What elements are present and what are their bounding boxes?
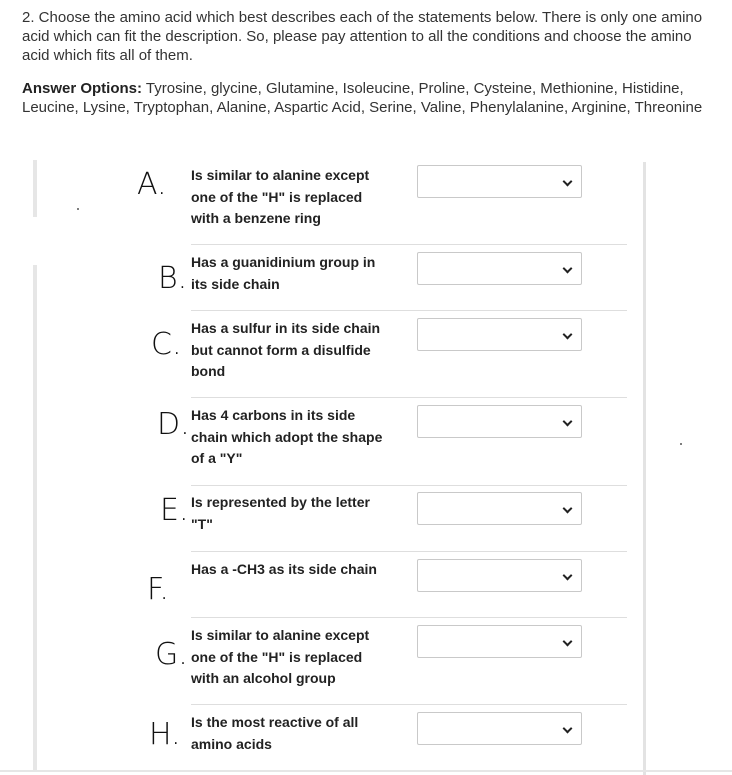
chevron-down-icon [563,637,573,647]
statement-text: Is similar to alanine except one of the "H" is replaced with a benzene ring [191,167,370,226]
statement-text: Is similar to alanine except one of the "H" is replaced with an alcohol group [191,627,370,686]
row-separator [191,617,627,618]
handwritten-letter: B. [158,261,188,296]
row-separator [191,397,627,398]
row-separator [191,551,627,552]
stray-mark [77,208,79,210]
answer-dropdown-d[interactable] [417,405,582,438]
chevron-down-icon [563,724,573,734]
handwritten-letter: F. [147,572,169,607]
handwritten-letter: D. [157,407,190,442]
handwritten-letter: H. [149,717,181,752]
chevron-down-icon [563,177,573,187]
chevron-down-icon [563,417,573,427]
chevron-down-icon [563,330,573,340]
statement-text: Is represented by the letter "T" [191,494,370,532]
chevron-down-icon [563,504,573,514]
handwritten-letter: C. [151,327,182,362]
answer-options-label: Answer Options: [22,80,143,97]
answer-dropdown-a[interactable] [417,165,582,198]
right-border [643,162,646,775]
left-border [33,265,37,770]
answer-dropdown-g[interactable] [417,625,582,658]
statement-text: Has a sulfur in its side chain but cannot form a disulfide bond [191,320,381,379]
answer-dropdown-b[interactable] [417,252,582,285]
answer-dropdown-c[interactable] [417,318,582,351]
statement-text: Has a guanidinium group in its side chain [191,254,376,292]
handwritten-letter: G. [155,637,188,672]
row-separator [191,704,627,705]
handwritten-letter: A. [137,167,167,202]
chevron-down-icon [563,571,573,581]
answer-dropdown-h[interactable] [417,712,582,745]
answer-dropdown-e[interactable] [417,492,582,525]
handwritten-letter: E. [160,493,189,528]
row-separator [191,485,627,486]
row-separator [191,244,627,245]
answer-dropdown-f[interactable] [417,559,582,592]
bottom-border [0,770,732,772]
statement-text: Is the most reactive of all amino acids [191,714,359,752]
row-separator [191,310,627,311]
question-text: 2. Choose the amino acid which best describes each of the statements below. There is only one amino acid which can fit the description. So, please pay attention to all the conditions and choose the amino acid which fits all of them. [22,9,703,64]
statement-text: Has a -CH3 as its side chain [191,561,377,577]
answer-options [22,79,722,117]
left-border [33,160,37,217]
answer-options-list: Tyrosine, glycine, Glutamine, Isoleucine, Proline, Cysteine, Methionine, Histidine, Leucine, Lysine, Tryptophan, Alanine, Aspartic Acid, Serine, Valine, Phenylalanine, Arginine, Threonine [22,80,703,116]
chevron-down-icon [563,264,573,274]
statement-text: Has 4 carbons in its side chain which adopt the shape of a "Y" [191,407,383,466]
stray-mark [680,443,682,445]
